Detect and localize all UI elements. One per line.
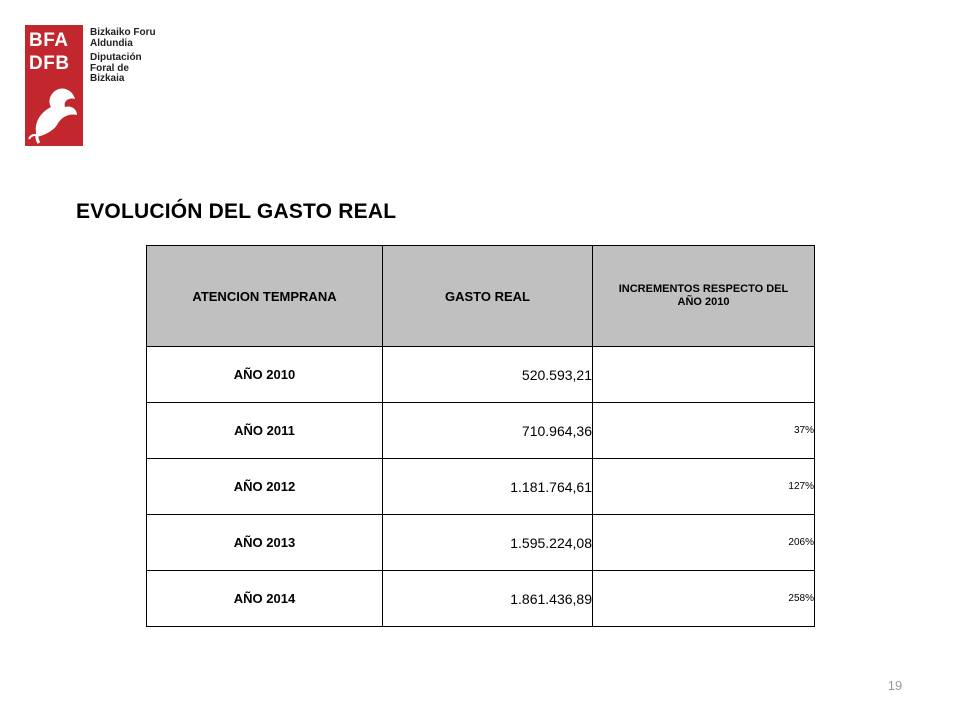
row-year: AÑO 2011 xyxy=(147,403,383,459)
row-increment: 127% xyxy=(593,459,815,515)
row-year: AÑO 2013 xyxy=(147,515,383,571)
row-year: AÑO 2014 xyxy=(147,571,383,627)
row-amount: 1.861.436,89 xyxy=(383,571,593,627)
row-increment: 37% xyxy=(593,403,815,459)
table-row xyxy=(147,515,815,571)
logo-name-line3: Diputación xyxy=(90,52,142,63)
header-gasto-real: GASTO REAL xyxy=(383,246,593,347)
row-increment: 206% xyxy=(593,515,815,571)
table-header-row xyxy=(147,246,815,347)
row-amount: 1.181.764,61 xyxy=(383,459,593,515)
table-row xyxy=(147,347,815,403)
logo-abbr-bottom: DFB xyxy=(29,53,70,74)
logo-name-line2: Aldundia xyxy=(90,37,133,49)
row-amount: 520.593,21 xyxy=(383,347,593,403)
header-incrementos: INCREMENTOS RESPECTO DEL AÑO 2010 xyxy=(593,246,815,347)
logo-abbr-top: BFA xyxy=(29,30,69,51)
logo-mark xyxy=(25,25,83,146)
table-row xyxy=(147,459,815,515)
logo-name-line4: Foral de Bizkaia xyxy=(90,62,129,84)
row-amount: 710.964,36 xyxy=(383,403,593,459)
row-amount: 1.595.224,08 xyxy=(383,515,593,571)
row-year: AÑO 2012 xyxy=(147,459,383,515)
page-number: 19 xyxy=(887,678,903,693)
bfa-dfb-logo xyxy=(25,25,165,150)
page-title: EVOLUCIÓN DEL GASTO REAL xyxy=(76,200,397,223)
row-increment: 258% xyxy=(593,571,815,627)
logo-name xyxy=(90,28,165,85)
oak-leaf-icon xyxy=(25,77,83,146)
table-row xyxy=(147,571,815,627)
row-increment xyxy=(593,347,815,403)
table-row xyxy=(147,403,815,459)
expense-table xyxy=(146,245,815,627)
logo-name-line1: Bizkaiko Foru xyxy=(90,27,156,38)
row-year: AÑO 2010 xyxy=(147,347,383,403)
header-atencion-temprana: ATENCION TEMPRANA xyxy=(147,246,383,347)
